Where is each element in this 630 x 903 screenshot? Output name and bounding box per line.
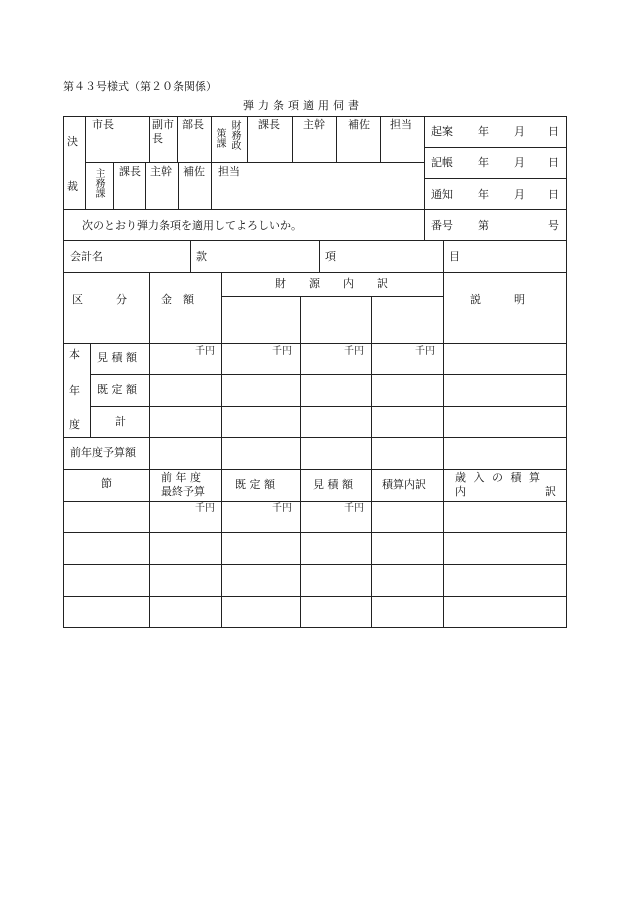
kian-year: 年 [478, 125, 489, 138]
tsuchi-month: 月 [514, 188, 525, 201]
division-chief: 主幹 [150, 165, 172, 178]
kicho-label: 記帳 [431, 156, 453, 169]
kian-day: 日 [548, 125, 559, 138]
approver-finance-top: 財務政 [229, 120, 240, 150]
sekisan-header: 積算内訳 [382, 478, 426, 491]
kei-label: 計 [115, 415, 126, 428]
kian-month: 月 [514, 125, 525, 138]
kicho-year: 年 [478, 156, 489, 169]
kian-label: 起案 [431, 125, 453, 138]
division-section-chief: 課長 [119, 165, 141, 178]
form-number: 第４３号様式（第２０条関係） [63, 80, 217, 93]
kaikei-label: 会計名 [70, 250, 103, 263]
form-title: 弾力条項適用伺書 [243, 99, 363, 112]
tsuchi-day: 日 [548, 188, 559, 201]
unit-zennendo: 千円 [195, 503, 215, 514]
kessai-label-top: 決 [67, 135, 78, 148]
nen-label: 年 [69, 384, 80, 397]
approver-staff: 担当 [390, 118, 412, 131]
division-label: 主務課 [93, 168, 104, 198]
kubun-header: 区 分 [72, 293, 127, 306]
tsuchi-label: 通知 [431, 188, 453, 201]
zennendo-header-top: 前 年 度 [161, 471, 201, 484]
setsu-header: 節 [101, 477, 112, 490]
moku-label: 目 [449, 250, 460, 263]
unit-mitsumori: 千円 [344, 503, 364, 514]
approver-section-chief: 課長 [258, 118, 280, 131]
bango-go: 号 [548, 219, 559, 232]
kan-label: 款 [196, 250, 207, 263]
tsuchi-year: 年 [478, 188, 489, 201]
approver-vice-mayor-top: 副市 [152, 118, 174, 131]
approver-chief: 主幹 [303, 118, 325, 131]
sainyu-header-top: 歳 入 の 積 算 [455, 471, 542, 484]
unit-zaigen-1: 千円 [272, 346, 292, 357]
mitsumori-label: 見 積 額 [97, 351, 137, 364]
unit-kitei: 千円 [272, 503, 292, 514]
unit-zaigen-2: 千円 [344, 346, 364, 357]
approver-assistant: 補佐 [348, 118, 370, 131]
unit-kingaku: 千円 [195, 346, 215, 357]
division-staff: 担当 [218, 165, 240, 178]
zaigen-header: 財 源 内 訳 [275, 277, 394, 290]
mitsumori-header: 見 積 額 [313, 478, 353, 491]
bango-dai: 第 [478, 219, 489, 232]
zennendo-header-bottom: 最終予算 [161, 485, 205, 498]
kitei-label: 既 定 額 [97, 383, 137, 396]
setsumei-header: 説 明 [470, 293, 525, 306]
kitei-header: 既 定 額 [235, 478, 275, 491]
kicho-day: 日 [548, 156, 559, 169]
kessai-label-bottom: 裁 [67, 180, 78, 193]
approver-vice-mayor-bottom: 長 [152, 132, 163, 145]
bango-label: 番号 [431, 219, 453, 232]
kingaku-header: 金 額 [161, 293, 194, 306]
unit-zaigen-3: 千円 [415, 346, 435, 357]
zennendo-label: 前年度予算額 [70, 446, 136, 459]
approver-director: 部長 [182, 118, 204, 131]
division-assistant: 補佐 [183, 165, 205, 178]
approver-finance-left: 策課 [214, 128, 225, 148]
approver-mayor: 市長 [92, 118, 114, 131]
sainyu-header-bottom-right: 訳 [545, 485, 556, 498]
do-label: 度 [69, 418, 80, 431]
sainyu-header-bottom-left: 内 [455, 485, 466, 498]
ko-label: 項 [325, 250, 336, 263]
request-text: 次のとおり弾力条項を適用してよろしいか。 [82, 219, 302, 232]
kicho-month: 月 [514, 156, 525, 169]
hon-label: 本 [69, 348, 80, 361]
